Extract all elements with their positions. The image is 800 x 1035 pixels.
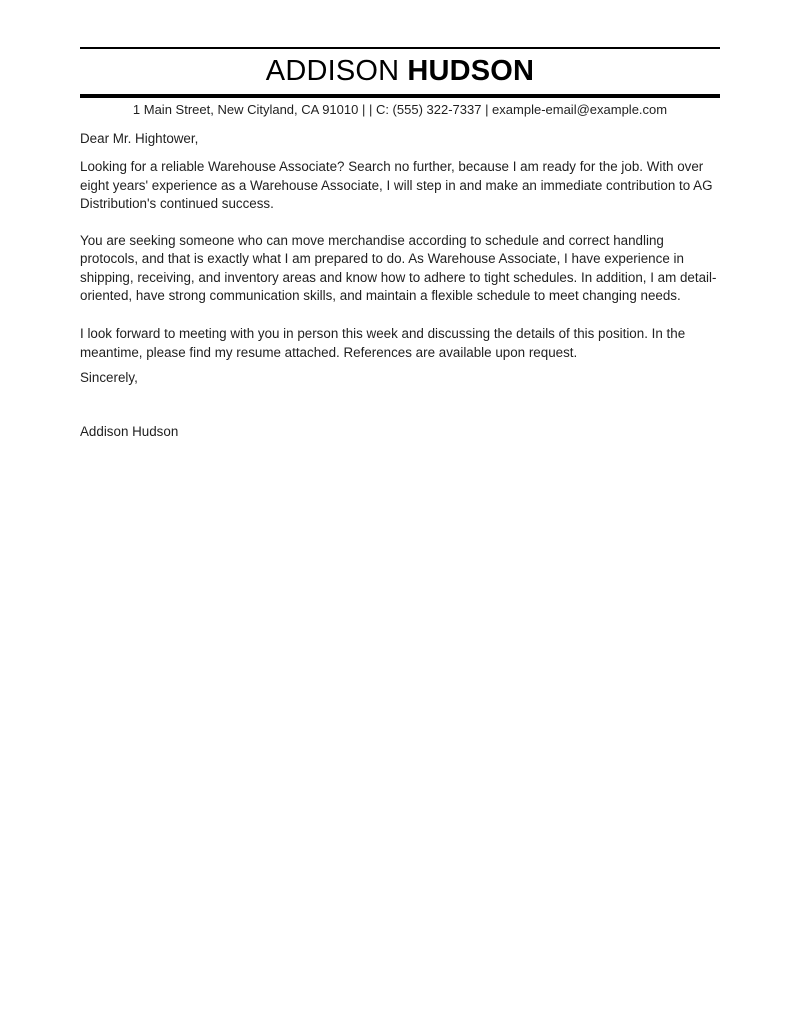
applicant-first-name: ADDISON <box>265 55 400 87</box>
page-title <box>80 49 720 94</box>
body-paragraph-1: Looking for a reliable Warehouse Associate? Search no further, because I am ready for the job. With over eight years' experience as a Warehouse Associate, I will step in and make an immediate contribution to AG Distribution's continued success. <box>80 159 713 211</box>
letter-content <box>80 47 720 442</box>
applicant-last-name: HUDSON <box>407 55 535 87</box>
body-paragraph-3: I look forward to meeting with you in person this week and discussing the details of this position. In the meantime, please find my resume attached. References are available upon request. <box>80 326 686 360</box>
greeting-line: Dear Mr. Hightower, <box>80 131 199 146</box>
signature-name: Addison Hudson <box>80 424 179 440</box>
letter-body <box>80 130 720 442</box>
header-rule-bottom <box>80 94 720 98</box>
contact-info: 1 Main Street, New Cityland, CA 91010 | | C: (555) 322-7337 | example-email@example.com <box>132 102 668 117</box>
body-paragraph-2: You are seeking someone who can move merchandise according to schedule and correct handling protocols, and that is exactly what I am prepared to do. As Warehouse Associate, I have experience in shipping, receiving, and inventory areas and know how to adhere to tight schedules. In addition, I am detail-oriented, have strong communication skills, and maintain a flexible schedule to meet changing needs. <box>80 233 717 304</box>
closing-line: Sincerely, <box>80 369 138 385</box>
